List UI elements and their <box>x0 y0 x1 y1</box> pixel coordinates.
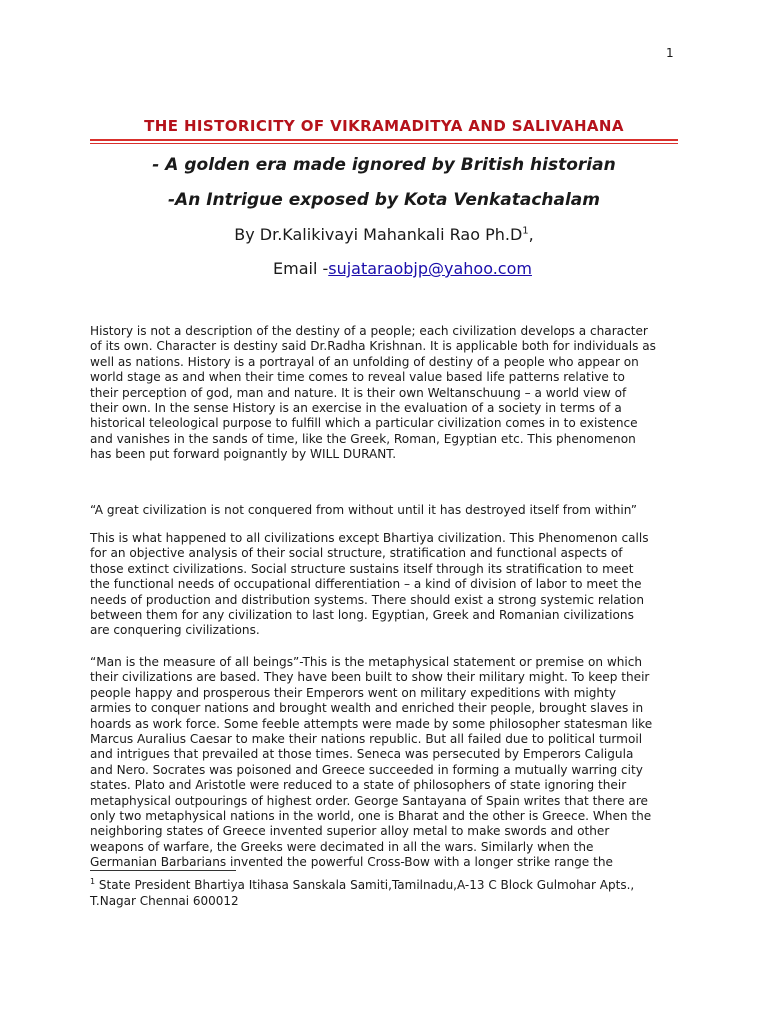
footnote-separator <box>90 870 236 871</box>
title-underline-rule <box>90 139 678 144</box>
subtitle-golden-era: - A golden era made ignored by British historian <box>152 155 616 175</box>
footnote-marker: 1 <box>90 877 96 886</box>
author-name: By Dr.Kalikivayi Mahankali Rao Ph.D <box>234 225 523 244</box>
email-link[interactable]: sujataraobjp@yahoo.com <box>328 259 532 278</box>
paragraph-social-structure: This is what happened to all civilizations except Bhartiya civilization. This Phenomenon calls for an objective analysis of their social structure, stratification and functional aspects of those extinct civilizations. Social structure sustains itself through its stratification to meet the functional needs of occupational differentiation – a kind of division of labor to meet the needs of production and distribution systems. There should exist a strong systemic relation between them for any civilization to last long. Egyptian, Greek and Romanian civilizations are conquering civilizations. <box>90 531 649 638</box>
author-email <box>273 259 532 278</box>
page-number: 1 <box>666 46 674 60</box>
document-title: THE HISTORICITY OF VIKRAMADITYA AND SALIVAHANA <box>144 117 624 135</box>
paragraph-man-measure: “Man is the measure of all beings”-This is the metaphysical statement or premise on which their civilizations are based. They have been built to show their military might. To keep their people happy and prosperous their Emperors went on military expeditions with mighty armies to conquer nations and brought wealth and enriched their people, brought slaves in hoards as work force. Some feeble attempts were made by some philosopher statesman like Marcus Auralius Caesar to make their nations republic. But all failed due to political turmoil and intrigues that prevailed at those times. Seneca was persecuted by Emperors Caligula and Nero. Socrates was poisoned and Greece succeeded in forming a mutually warring city states. Plato and Aristotle were reduced to a state of philosophers of state ignoring their metaphysical outpourings of highest order. George Santayana of Spain writes that there are only two metaphysical nations in the world, one is Bharat and the other is Greece. When the neighboring states of Greece invented superior alloy metal to make swords and other weapons of warfare, the Greeks were decimated in all the wars. Similarly when the Germanian Barbarians invented the powerful Cross-Bow with a longer strike range the <box>90 655 653 870</box>
author-byline <box>90 225 678 244</box>
footnote <box>90 874 682 909</box>
byline-suffix: , <box>528 225 534 244</box>
footnote-reference[interactable]: 1 <box>522 225 529 237</box>
subtitle-intrigue: -An Intrigue exposed by Kota Venkatachalam <box>168 190 600 210</box>
quote-will-durant: “A great civilization is not conquered from without until it has destroyed itself from within” <box>90 503 638 517</box>
paragraph-history-intro: History is not a description of the destiny of a people; each civilization develops a character of its own. Character is destiny said Dr.Radha Krishnan. It is applicable both for individuals as well as nations. History is a portrayal of an unfolding of destiny of a people who appear on world stage as and when their time comes to reveal value based life patterns relative to their perception of god, man and nature. It is their own Weltanschuung – a world view of their own. In the sense History is an exercise in the evaluation of a society in terms of a historical teleological purpose to fulfill which a particular civilization comes in to existence and vanishes in the sands of time, like the Greek, Roman, Egyptian etc. This phenomenon has been put forward poignantly by WILL DURANT. <box>90 324 656 462</box>
footnote-text: State President Bhartiya Itihasa Sanskala Samiti,Tamilnadu,A-13 C Block Gulmohar Apts., T.Nagar Chennai 600012 <box>90 878 635 908</box>
email-label: Email - <box>273 259 329 278</box>
